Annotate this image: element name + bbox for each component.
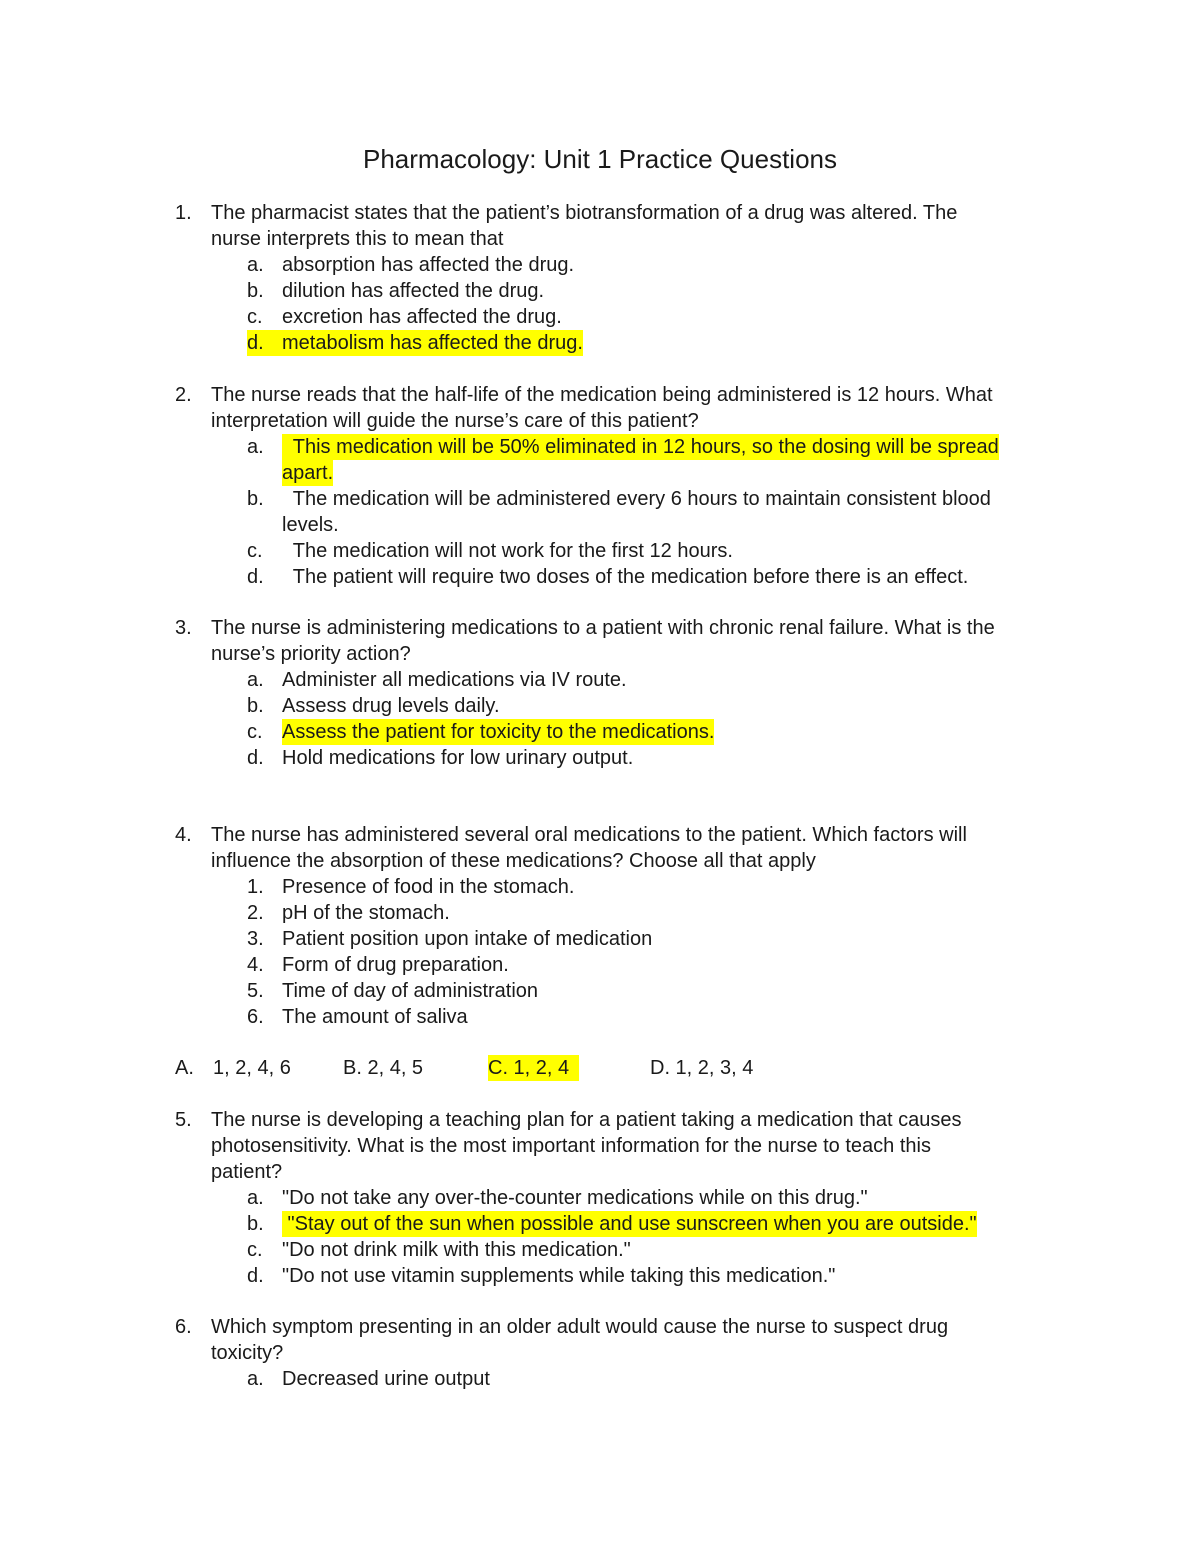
question-text-line: The nurse is administering medications to a patient with chronic renal failure. What is the	[211, 617, 995, 639]
option-label: a.	[247, 436, 264, 458]
question-text-line: interpretation will guide the nurse’s care of this patient?	[211, 410, 699, 432]
option-text-highlighted: This medication will be 50% eliminated in 12 hours, so the dosing will be spread	[282, 436, 999, 458]
option-text: The medication will be administered every 6 hours to maintain consistent blood	[282, 488, 991, 510]
option-text: Time of day of administration	[282, 980, 539, 1002]
option-text-highlighted: "Stay out of the sun when possible and use sunscreen when you are outside."	[282, 1213, 977, 1235]
choice-text-highlighted: C. 1, 2, 4	[488, 1055, 579, 1081]
choice-text: 1, 2, 4, 6	[213, 1057, 291, 1079]
option-label: 4.	[247, 954, 264, 976]
option-label: a.	[247, 1187, 264, 1209]
option-label: a.	[247, 254, 264, 276]
option-text-highlighted: Assess the patient for toxicity to the medications.	[282, 721, 715, 743]
option-text: Hold medications for low urinary output.	[282, 747, 634, 769]
option-text: The medication will not work for the first 12 hours.	[282, 540, 733, 562]
option-text: "Do not use vitamin supplements while taking this medication."	[282, 1265, 836, 1287]
option-text: Form of drug preparation.	[282, 954, 509, 976]
option-label: b.	[247, 280, 264, 302]
option-label: b.	[247, 695, 264, 717]
option-label: b.	[247, 1213, 264, 1235]
option-text-highlighted: apart.	[282, 462, 334, 484]
option-label: 2.	[247, 902, 264, 924]
option-label: 1.	[247, 876, 264, 898]
question-text-line: nurse’s priority action?	[211, 643, 411, 665]
question-number: 5.	[175, 1109, 192, 1131]
option-text: dilution has affected the drug.	[282, 280, 545, 302]
option-text: Decreased urine output	[282, 1368, 490, 1390]
option-text: Patient position upon intake of medication	[282, 928, 653, 950]
option-label: a.	[247, 1368, 264, 1390]
option-label: c.	[247, 721, 263, 743]
option-text: The amount of saliva	[282, 1006, 468, 1028]
question-number: 1.	[175, 202, 192, 224]
option-label: c.	[247, 306, 263, 328]
option-text: levels.	[282, 514, 339, 536]
option-text: excretion has affected the drug.	[282, 306, 562, 328]
question-number: 3.	[175, 617, 192, 639]
choice-label: A.	[175, 1057, 194, 1079]
choice-text: B. 2, 4, 5	[343, 1057, 424, 1079]
question-number: 4.	[175, 824, 192, 846]
question-text-line: patient?	[211, 1161, 283, 1183]
option-text: pH of the stomach.	[282, 902, 450, 924]
question-text-line: The nurse is developing a teaching plan for a patient taking a medication that causes	[211, 1109, 962, 1131]
question-text-line: photosensitivity. What is the most important information for the nurse to teach this	[211, 1135, 931, 1157]
option-label: c.	[247, 1239, 263, 1261]
question-number: 2.	[175, 384, 192, 406]
option-label: b.	[247, 488, 264, 510]
option-text: Presence of food in the stomach.	[282, 876, 575, 898]
option-text: "Do not drink milk with this medication."	[282, 1239, 631, 1261]
option-label: 5.	[247, 980, 264, 1002]
question-text-line: influence the absorption of these medications? Choose all that apply	[211, 850, 816, 872]
option-text: Assess drug levels daily.	[282, 695, 500, 717]
option-label: 6.	[247, 1006, 264, 1028]
page-title: Pharmacology: Unit 1 Practice Questions	[363, 144, 837, 174]
option-label: d.	[247, 1265, 264, 1287]
question-text-line: The nurse has administered several oral medications to the patient. Which factors will	[211, 824, 967, 846]
option-label: 3.	[247, 928, 264, 950]
question-text-line: nurse interprets this to mean that	[211, 228, 504, 250]
option-label-highlighted: d.	[247, 330, 282, 356]
question-number: 6.	[175, 1316, 192, 1338]
option-text: "Do not take any over-the-counter medications while on this drug."	[282, 1187, 868, 1209]
option-label: c.	[247, 540, 263, 562]
choice-text: D. 1, 2, 3, 4	[650, 1057, 754, 1079]
question-text-line: Which symptom presenting in an older adult would cause the nurse to suspect drug	[211, 1316, 949, 1338]
option-label: d.	[247, 566, 264, 588]
question-text-line: The pharmacist states that the patient’s biotransformation of a drug was altered. The	[211, 202, 958, 224]
question-text-line: The nurse reads that the half-life of the medication being administered is 12 hours. What	[211, 384, 993, 406]
option-label: a.	[247, 669, 264, 691]
option-text-highlighted: metabolism has affected the drug.	[282, 332, 583, 354]
option-text: absorption has affected the drug.	[282, 254, 575, 276]
option-label: d.	[247, 747, 264, 769]
option-text: Administer all medications via IV route.	[282, 669, 627, 691]
option-text: The patient will require two doses of the medication before there is an effect.	[282, 566, 969, 588]
question-text-line: toxicity?	[211, 1342, 284, 1364]
